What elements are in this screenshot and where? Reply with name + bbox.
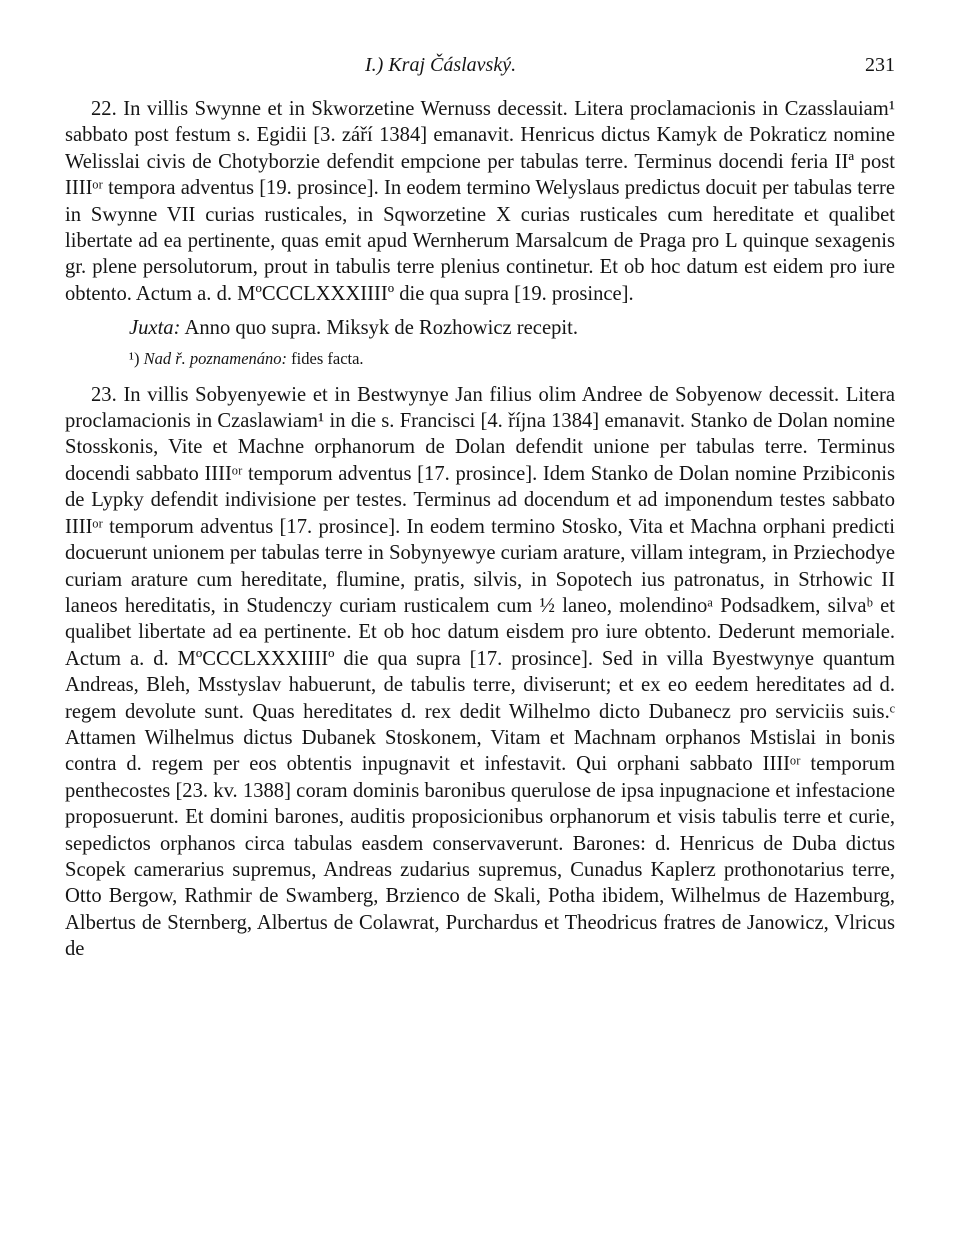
entry-number: 23.	[91, 383, 117, 406]
entry-number: 22.	[91, 98, 117, 120]
juxta-note	[65, 315, 895, 341]
footnote-label: Nad ř. poznamenáno:	[143, 348, 288, 368]
running-title: I.) Kraj Čáslavský.	[365, 54, 517, 76]
running-head	[65, 52, 895, 82]
page-number: 231	[865, 54, 895, 76]
juxta-text: Anno quo supra. Miksyk de Rozhowicz recepit.	[184, 317, 578, 340]
footnote	[65, 348, 895, 370]
spacer	[65, 370, 895, 382]
entry-22	[65, 96, 895, 307]
footnote-text: fides facta.	[291, 348, 364, 368]
entry-text: In villis Sobyenyewie et in Bestwynye Jan filius olim Andree de Sobyenow decessit. Litera proclamacionis in Czaslawiam¹ in die s. Francisci [4. října 1384] emanavit. Stanko de Dolan nomine Stosskonis, Vite et Machne orphanorum de Dolan defendit unione per tabulas terre. Terminus docendi sabbato IIIIᵒʳ temporum adventus [17. prosince]. Idem Stanko de Dolan nomine Przibiconis de Lypky defendit indivisione per testes. Terminus ad docendum et ad imponendum testes sabbato IIIIᵒʳ temporum adventus [17. prosince]. In eodem termino Stosko, Vita et Machna orphani predicti docuerunt unionem per tabulas terre in Sobynyewye curiam arature, villam integram, in Prziechodye curiam arature cum hereditate, flumine, pratis, silvis, in Sopotech ius patronatus, in Strhowic II laneos hereditatis, in Studenczy curiam rusticalem cum ½ laneo, molendinoᵃ Podsadkem, silvaᵇ et qualibet libertate ad ea pertinente. Et ob hoc datum eisdem pro iure obtento. Dederunt memoriale. Actum a. d. MºCCCLXXXIIIIº die qua supra [17. prosince]. Sed in villa Byestwynye quantum Andreas, Bleh, Msstyslav habuerunt, de tabulis terre, diviserunt; et ex eo eedem hereditates ad d. regem devolute sunt. Quas hereditates d. rex dedit Wilhelmo dicto Dubanecz pro serviciis suis.ᶜ Attamen Wilhelmus dictus Dubanek Stoskonem, Vitam et Machnam orphanos Mstislai in bonis contra d. regem per eos obtentis inpugnavit et infestavit. Qui orphani sabbato IIIIᵒʳ temporum penthecostes [23. kv. 1388] coram dominis baronibus querulose de ipsa inpugnacione et infestacione proposuerunt. Et domini barones, auditis proposicionibus orphanorum et visis tabulis terre et curie, sepedictos orphanos circa tabulas easdem conservaverunt. Barones: d. Henricus de Duba dictus Scopek camerarius supremus, Andreas zudarius supremus, Cunadus Kaplerz prothonotarius terre, Otto Bergow, Rathmir de Swamberg, Brzienco de Skali, Potha ibidem, Wilhelmus de Hazemburg, Albertus de Sternberg, Albertus de Colawrat, Purchardus et Theodricus fratres de Janowicz, Vlricus de	[65, 383, 896, 961]
document-page	[65, 52, 895, 963]
juxta-label: Juxta:	[129, 317, 181, 340]
footnote-mark: ¹)	[129, 348, 140, 368]
entry-text: In villis Swynne et in Skworzetine Wernuss decessit. Litera proclamacionis in Czasslauiam¹ sabbato post festum s. Egidii [3. září 1384] emanavit. Henricus dictus Kamyk de Pokraticz nomine Welisslai civis de Chotyborzie defendit empcione per tabulas terre. Terminus docendi feria IIª post IIIIᵒʳ tempora adventus [19. prosince]. In eodem termino Welyslaus predictus docuit per tabulas terre in Swynne VII curias rusticales, in Sqworzetine X curias rusticales cum hereditate et qualibet libertate ad ea pertinente, quas emit apud Wernherum Marsalcum de Praga pro L quinque sexagenis gr. plene persolutorum, prout in tabulis terre plenius continetur. Et ob hoc datum est eidem pro iure obtento. Actum a. d. MºCCCLXXXIIIIº die qua supra [19. prosince].	[65, 98, 895, 305]
entry-23	[65, 382, 895, 963]
